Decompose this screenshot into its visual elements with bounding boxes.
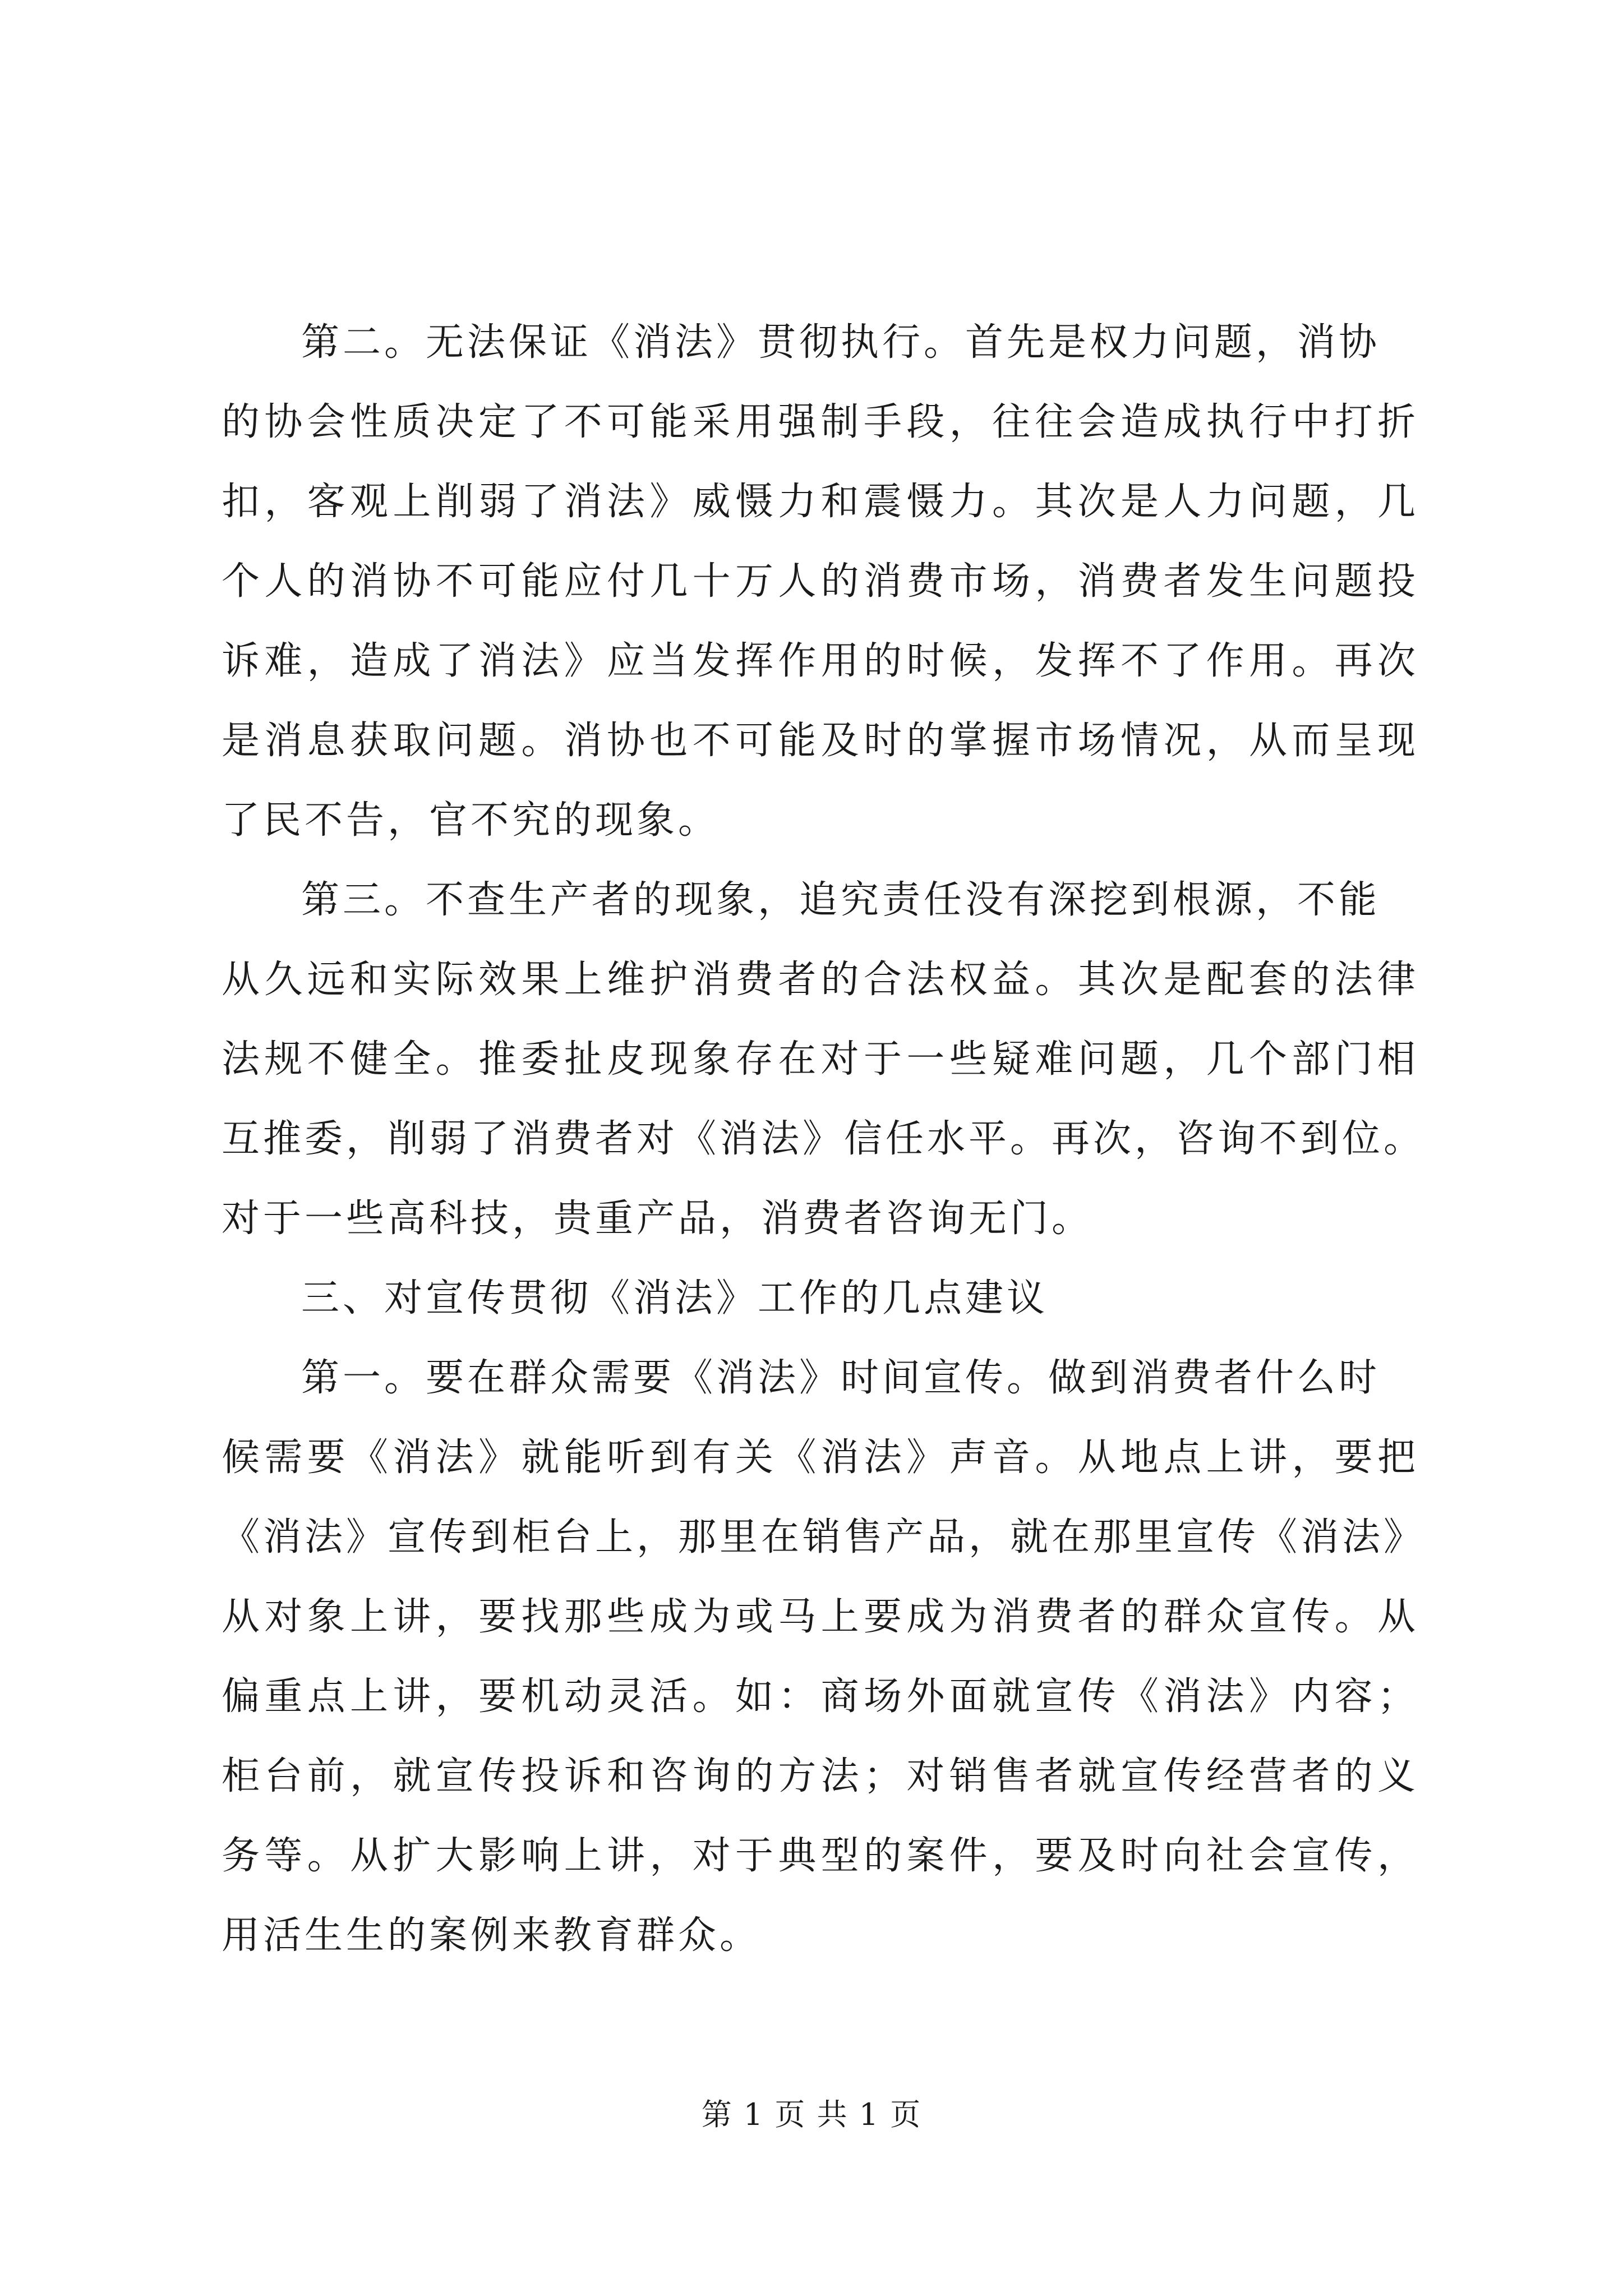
paragraph-line: 候需要《消法》就能听到有关《消法》声音。从地点上讲，要把 (222, 1435, 1419, 1480)
paragraph-line: 诉难，造成了消法》应当发挥作用的时候，发挥不了作用。再次 (222, 639, 1419, 683)
paragraph-line: 互推委，削弱了消费者对《消法》信任水平。再次，咨询不到位。 (222, 1117, 1426, 1161)
paragraph-line: 从对象上讲，要找那些成为或马上要成为消费者的群众宣传。从 (222, 1595, 1419, 1639)
paragraph-line: 《消法》宣传到柜台上，那里在销售产品，就在那里宣传《消法》 (222, 1515, 1426, 1559)
paragraph-line: 第三。不查生产者的现象，追究责任没有深挖到根源，不能 (301, 878, 1381, 922)
paragraph-line: 柜台前，就宣传投诉和咨询的方法；对销售者就宣传经营者的义 (222, 1754, 1419, 1798)
document-body (222, 303, 1426, 1976)
paragraph-line: 了民不告，官不究的现象。 (222, 798, 720, 843)
section-heading: 三、对宣传贯彻《消法》工作的几点建议 (301, 1276, 1049, 1320)
paragraph-line: 第二。无法保证《消法》贯彻执行。首先是权力问题，消协 (301, 320, 1381, 365)
paragraph-line: 务等。从扩大影响上讲，对于典型的案件，要及时向社会宣传， (222, 1834, 1419, 1878)
paragraph-line: 是消息获取问题。消协也不可能及时的掌握市场情况，从而呈现 (222, 719, 1419, 763)
paragraph-line: 偏重点上讲，要机动灵活。如：商场外面就宣传《消法》内容； (222, 1674, 1419, 1719)
paragraph-line: 的协会性质决定了不可能采用强制手段，往往会造成执行中打折 (222, 400, 1419, 444)
paragraph-line: 对于一些高科技，贵重产品，消费者咨询无门。 (222, 1197, 1094, 1241)
paragraph-line: 个人的消协不可能应付几十万人的消费市场，消费者发生问题投 (222, 559, 1419, 604)
paragraph-line: 法规不健全。推委扯皮现象存在对于一些疑难问题，几个部门相 (222, 1037, 1419, 1082)
page-footer: 第 1 页 共 1 页 (701, 2097, 922, 2132)
paragraph-line: 第一。要在群众需要《消法》时间宣传。做到消费者什么时 (301, 1356, 1381, 1400)
paragraph-line: 扣，客观上削弱了消法》威慑力和震慑力。其次是人力问题，几 (222, 480, 1419, 524)
paragraph-line: 从久远和实际效果上维护消费者的合法权益。其次是配套的法律 (222, 958, 1419, 1002)
paragraph-line: 用活生生的案例来教育群众。 (222, 1913, 762, 1958)
